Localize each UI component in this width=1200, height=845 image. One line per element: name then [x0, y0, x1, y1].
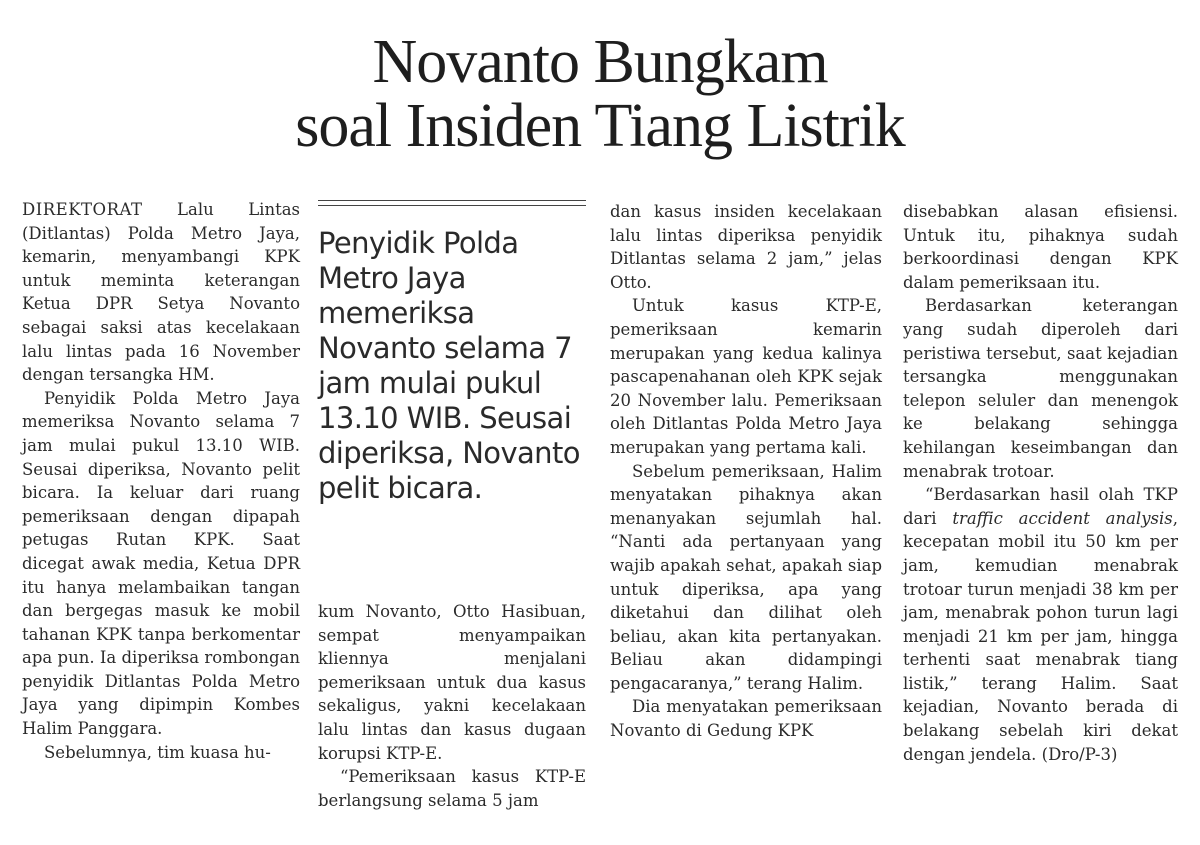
- pull-quote-text: Penyidik Polda Metro Jaya memeriksa Novanto selama 7 jam mulai pukul 13.10 WIB. Seusai diperiksa, Novanto pelit bicara.: [318, 226, 580, 505]
- paragraph: Dia menyatakan pemeriksaan Novanto di Gedung KPK: [610, 697, 882, 741]
- article-column-4: [903, 200, 1178, 766]
- paragraph: Penyidik Polda Metro Jaya memeriksa Novanto selama 7 jam mulai pukul 13.10 WIB. Seusai diperiksa, Novanto pelit bicara. Ia keluar dari ruang pemeriksaan dengan dipapah petugas Rutan KPK. Saat dicegat awak media, Ketua DPR itu hanya melambaikan tangan dan bergegas masuk ke mobil tahanan KPK tanpa berkomentar apa pun. Ia diperiksa rombongan penyidik Ditlantas Polda Metro Jaya yang dipimpin Kombes Halim Panggara.: [22, 388, 300, 739]
- paragraph: kum Novanto, Otto Hasibuan, sempat menyampaikan kliennya menjalani pemeriksaan untuk dua kasus sekaligus, yakni kecelakaan lalu lintas dan kasus dugaan korupsi KTP-E.: [318, 602, 586, 763]
- paragraph: disebabkan alasan efisiensi. Untuk itu, pihaknya sudah berkoordinasi dengan KPK dalam pemeriksaan itu.: [903, 202, 1178, 292]
- pull-quote-rule: [318, 200, 586, 206]
- paragraph: Untuk kasus KTP-E, pemeriksaan kemarin merupakan yang kedua kalinya pascapenahanan oleh KPK sejak 20 November lalu. Pemeriksaan oleh Ditlantas Polda Metro Jaya merupakan yang pertama kali.: [610, 296, 882, 457]
- italic-term: traffic accident analysis: [952, 508, 1173, 528]
- article-headline: [0, 30, 1200, 158]
- paragraph: Sebelumnya, tim kuasa hu-: [44, 742, 271, 762]
- paragraph: [22, 198, 300, 387]
- paragraph: [903, 483, 1178, 766]
- paragraph-text: “Berdasarkan hasil olah TKP dari: [903, 485, 1178, 528]
- article-column-3: [610, 200, 882, 743]
- article-column-1: [22, 198, 300, 764]
- pull-quote: [318, 200, 586, 506]
- paragraph: Berdasarkan keterangan yang sudah diperoleh dari peristiwa tersebut, saat kejadian tersangka menggunakan telepon seluler dan menengok ke belakang sehingga kehilangan keseimbangan dan menabrak trotoar.: [903, 296, 1178, 481]
- headline-line-2: soal Insiden Tiang Listrik: [295, 92, 905, 160]
- paragraph-text: , kecepatan mobil itu 50 km per jam, kemudian menabrak trotoar turun menjadi 38 km per jam, menabrak pohon turun lagi menjadi 21 km per jam, hingga terhenti saat menabrak tiang listik,” terang Halim. Saat kejadian, Novanto berada di belakang sebelah kiri dekat dengan jendela. (Dro/P-3): [903, 508, 1178, 764]
- paragraph: Sebelum pemeriksaan, Halim menyatakan pihaknya akan menanyakan sejumlah hal. “Nanti ada pertanyaan yang wajib apakah sehat, apakah siap untuk diperiksa, apa yang diketahui dan dilihat oleh beliau, akan kita pertanyakan. Beliau akan didampingi pengacaranya,” terang Halim.: [610, 461, 883, 693]
- article-column-2: [318, 600, 586, 812]
- paragraph-text: Lalu Lintas (Ditlantas) Polda Metro Jaya, kemarin, menyambangi KPK untuk meminta keterangan Ketua DPR Setya Novanto sebagai saksi atas kecelakaan lalu lintas pada 16 November dengan tersangka HM.: [22, 200, 300, 385]
- lead-word: DIREKTORAT: [22, 200, 143, 219]
- headline-line-1: Novanto Bungkam: [372, 28, 828, 96]
- paragraph: dan kasus insiden kecelakaan lalu lintas diperiksa penyidik Ditlantas selama 2 jam,” jelas Otto.: [610, 202, 882, 292]
- paragraph: “Pemeriksaan kasus KTP-E berlangsung selama 5 jam: [318, 767, 586, 810]
